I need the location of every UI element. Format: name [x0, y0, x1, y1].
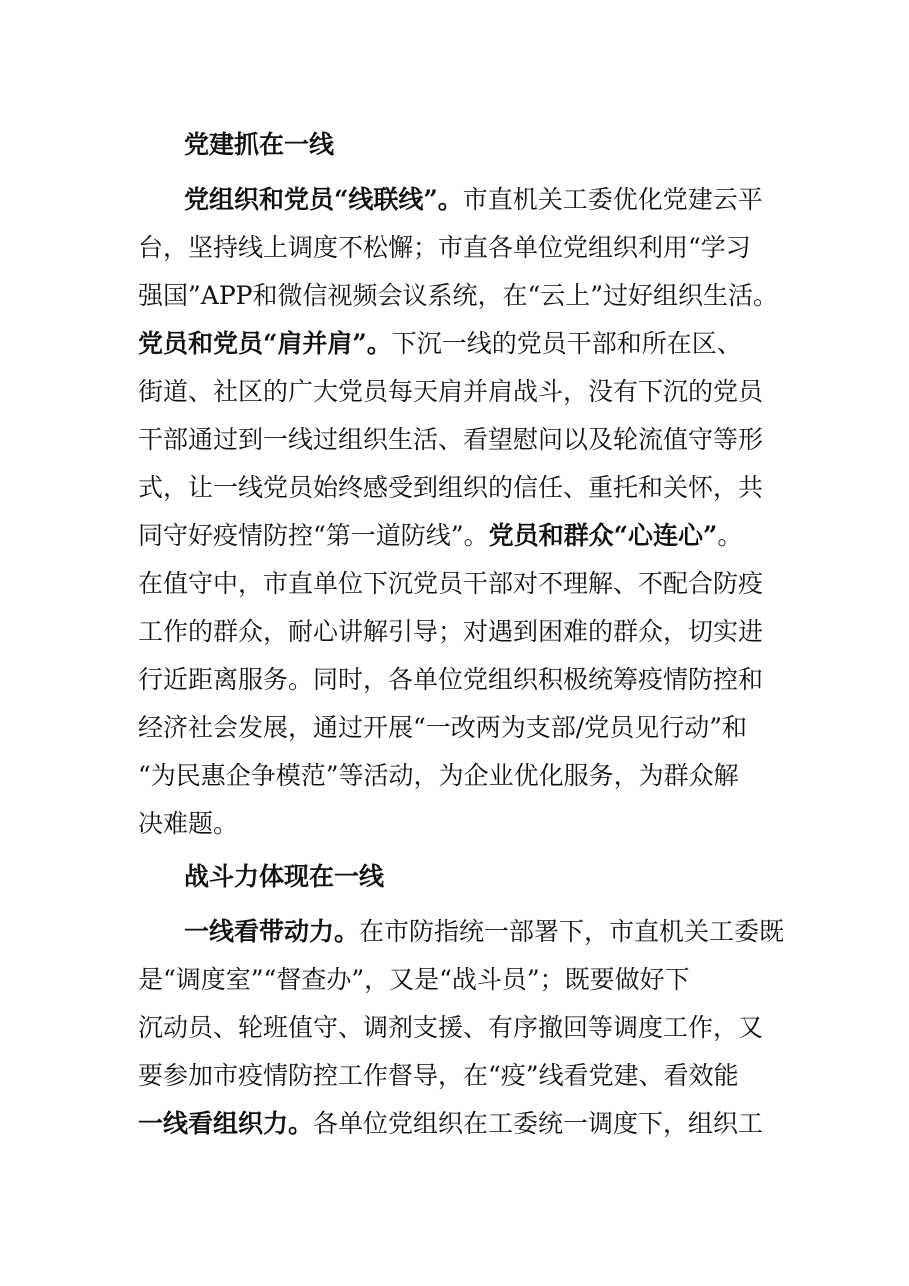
- bold-lead-phrase: 党员和党员“肩并肩”。: [138, 329, 392, 358]
- paragraph-line: [138, 521, 742, 551]
- bold-lead-phrase: 一线看带动力。: [184, 917, 360, 946]
- paragraph-line: 是“调度室”“督查办”，又是“战斗员”；既要做好下: [138, 965, 690, 994]
- paragraph-line: 强国”APP和微信视频会议系统，在“云上”过好组织生活。: [138, 281, 779, 310]
- paragraph-line: [184, 917, 784, 947]
- bold-lead-phrase: 党组织和党员“线联线”。: [184, 185, 463, 214]
- paragraph-line: 沉动员、轮班值守、调剂支援、有序撤回等调度工作，又: [138, 1013, 764, 1042]
- paragraph-line: [184, 185, 763, 215]
- text-run: 在市防指统一部署下，市直机关工委既: [359, 917, 785, 946]
- paragraph-line: 行近距离服务。同时，各单位党组织积极统筹疫情防控和: [138, 665, 764, 694]
- bold-lead-phrase: 一线看组织力。: [138, 1109, 314, 1138]
- text-run: 市直机关工委优化党建云平: [462, 185, 763, 214]
- paragraph-line: 工作的群众，耐心讲解引导；对遇到困难的群众，切实进: [138, 617, 764, 646]
- paragraph-line: 要参加市疫情防控工作督导，在“疫”线看党建、看效能: [138, 1061, 739, 1090]
- paragraph-line: [138, 329, 742, 359]
- section-heading-combat-strength: 战斗力体现在一线: [184, 862, 385, 891]
- text-run: 同守好疫情防控“第一道防线”。: [138, 521, 489, 550]
- paragraph-line: 经济社会发展，通过开展“一改两为支部/党员见行动”和: [138, 713, 747, 742]
- paragraph-line: [138, 1109, 763, 1139]
- paragraph-line: 式，让一线党员始终感受到组织的信任、重托和关怀，共: [138, 473, 764, 502]
- paragraph-line: 干部通过到一线过组织生活、看望慰问以及轮流值守等形: [138, 425, 764, 454]
- bold-lead-phrase: 党员和群众“心连心”: [488, 521, 718, 550]
- section-heading-party-building: 党建抓在一线: [184, 130, 335, 159]
- paragraph-line: 台，坚持线上调度不松懈；市直各单位党组织利用“学习: [138, 233, 751, 262]
- paragraph-line: “为民惠企争模范”等活动，为企业优化服务，为群众解: [138, 761, 739, 790]
- paragraph-line: 在值守中，市直单位下沉党员干部对不理解、不配合防疫: [138, 569, 764, 598]
- text-run: 下沉一线的党员干部和所在区、: [391, 329, 742, 358]
- paragraph-line: 决难题。: [138, 809, 239, 838]
- text-run: 各单位党组织在工委统一调度下，组织工: [313, 1109, 764, 1138]
- paragraph-line: 街道、社区的广大党员每天肩并肩战斗，没有下沉的党员: [138, 377, 764, 406]
- text-run: 。: [717, 521, 743, 550]
